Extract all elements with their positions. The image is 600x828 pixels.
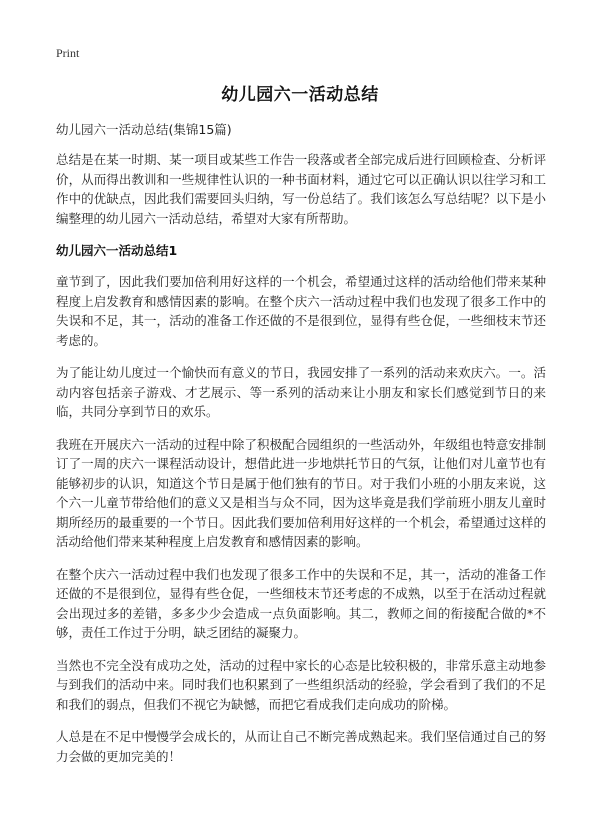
- body-paragraph-4: 在整个庆六一活动过程中我们也发现了很多工作中的失误和不足，其一，活动的准备工作还做的不是很到位，显得有些仓促，一些细枝末节还考虑的不成熟，以至于在活动过程就会出现过多的差错，多多少少会造成一点负面影响。其二，教师之间的衔接配合做的*不够，责任工作过于分明，缺乏团结的凝聚力。: [56, 566, 546, 640]
- print-link[interactable]: Print: [56, 46, 80, 60]
- document-subtitle: 幼儿园六一活动总结(集锦15篇): [56, 122, 232, 137]
- document-body: [56, 150, 546, 779]
- intro-paragraph: 总结是在某一时期、某一项目或某些工作告一段落或者全部完成后进行回顾检查、分析评价，从而得出教训和一些规律性认识的一种书面材料，通过它可以正确认识以往学习和工作中的优缺点，因此我们需要回头归纳，写一份总结了。我们该怎么写总结呢？以下是小编整理的幼儿园六一活动总结，希望对大家有所帮助。: [56, 152, 546, 226]
- body-paragraph-5: 当然也不完全没有成功之处，活动的过程中家长的心态是比较积极的，非常乐意主动地参与到我们的活动中来。同时我们也积累到了一些组织活动的经验，学会看到了我们的不足和我们的弱点，但我们不视它为缺憾，而把它看成我们走向成功的阶梯。: [56, 657, 546, 712]
- section-heading: 幼儿园六一活动总结1: [56, 243, 178, 258]
- body-paragraph-3: 我班在开展庆六一活动的过程中除了积极配合园组织的一些活动外，年级组也特意安排制订了一周的庆六一课程活动设计，想借此进一步地烘托节日的气氛，让他们对儿童节也有能够初步的认识，知道这个节日是属于他们独有的节日。对于我们小班的小朋友来说，这个六一儿童节带给他们的意义又是相当与众不同，因为这毕竟是我们学前班小朋友儿童时期所经历的最重要的一个节日。因此我们要加倍利用好这样的一个机会，希望通过这样的活动给他们带来某种程度上启发教育和感情因素的影响。: [56, 436, 546, 549]
- body-paragraph-2: 为了能让幼儿度过一个愉快而有意义的节日，我园安排了一系列的活动来欢庆六。一。活动内容包括亲子游戏、才艺展示、等一系列的活动来让小朋友和家长们感觉到节日的来临，共同分享到节日的欢乐。: [56, 365, 546, 419]
- body-paragraph-1: 童节到了，因此我们要加倍利用好这样的一个机会，希望通过这样的活动给他们带来某种程度上启发教育和感情因素的影响。在整个庆六一活动过程中我们也发现了很多工作中的失误和不足，其一，活动的准备工作还做的不是很到位，显得有些仓促，一些细枝末节还考虑的。: [56, 274, 546, 348]
- page-title: 幼儿园六一活动总结: [221, 85, 379, 105]
- body-paragraph-6: 人总是在不足中慢慢学会成长的，从而让自己不断完善成熟起来。我们坚信通过自己的努力会做的更加完美的！: [56, 729, 546, 764]
